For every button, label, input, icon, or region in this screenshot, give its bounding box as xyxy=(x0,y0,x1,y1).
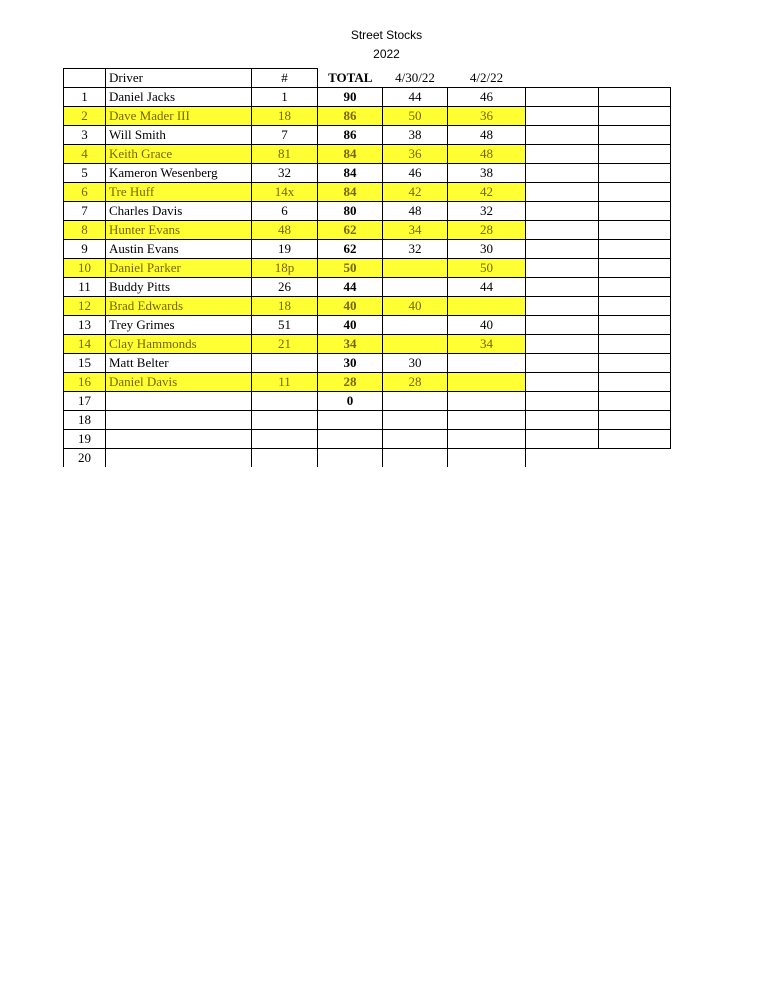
cell-number: 32 xyxy=(252,164,318,183)
cell-empty-2 xyxy=(599,430,671,449)
cell-total: 84 xyxy=(318,164,383,183)
cell-rank: 16 xyxy=(64,373,106,392)
cell-driver: Matt Belter xyxy=(106,354,252,373)
cell-rank: 2 xyxy=(64,107,106,126)
cell-race1: 30 xyxy=(383,354,448,373)
cell-race2: 48 xyxy=(448,126,526,145)
cell-rank: 20 xyxy=(64,449,106,468)
cell-race2: 44 xyxy=(448,278,526,297)
cell-total: 0 xyxy=(318,392,383,411)
cell-empty-1 xyxy=(526,335,599,354)
table-row xyxy=(64,430,671,449)
cell-race2 xyxy=(448,430,526,449)
cell-total: 86 xyxy=(318,107,383,126)
table-row xyxy=(64,107,671,126)
cell-total: 44 xyxy=(318,278,383,297)
cell-race2: 28 xyxy=(448,221,526,240)
table-row xyxy=(64,88,671,107)
cell-empty-2 xyxy=(599,240,671,259)
cell-empty-2 xyxy=(599,278,671,297)
table-row xyxy=(64,259,671,278)
cell-empty-2 xyxy=(599,411,671,430)
cell-number: 81 xyxy=(252,145,318,164)
cell-number xyxy=(252,411,318,430)
cell-rank: 5 xyxy=(64,164,106,183)
cell-number: 7 xyxy=(252,126,318,145)
cell-race1 xyxy=(383,392,448,411)
cell-number: 26 xyxy=(252,278,318,297)
cell-empty-2 xyxy=(599,354,671,373)
cell-empty-2 xyxy=(599,202,671,221)
cell-total: 30 xyxy=(318,354,383,373)
header-number: # xyxy=(252,69,318,88)
cell-empty-1 xyxy=(526,392,599,411)
cell-empty-1 xyxy=(526,430,599,449)
cell-driver: Keith Grace xyxy=(106,145,252,164)
cell-empty-1 xyxy=(526,202,599,221)
cell-empty-1 xyxy=(526,221,599,240)
cell-rank: 17 xyxy=(64,392,106,411)
cell-race2: 30 xyxy=(448,240,526,259)
table-row xyxy=(64,183,671,202)
cell-empty-2 xyxy=(599,88,671,107)
cell-rank: 7 xyxy=(64,202,106,221)
cell-number: 18 xyxy=(252,297,318,316)
cell-race2: 50 xyxy=(448,259,526,278)
cell-driver: Dave Mader III xyxy=(106,107,252,126)
cell-race1: 40 xyxy=(383,297,448,316)
cell-race2 xyxy=(448,392,526,411)
table-row xyxy=(64,278,671,297)
cell-race2 xyxy=(448,449,526,468)
cell-rank: 4 xyxy=(64,145,106,164)
cell-rank: 18 xyxy=(64,411,106,430)
cell-empty-1 xyxy=(526,316,599,335)
cell-driver: Kameron Wesenberg xyxy=(106,164,252,183)
cell-total: 90 xyxy=(318,88,383,107)
table-row xyxy=(64,335,671,354)
cell-empty-2 xyxy=(599,183,671,202)
cell-number: 48 xyxy=(252,221,318,240)
table-row xyxy=(64,354,671,373)
cell-empty-1 xyxy=(526,164,599,183)
cell-empty-1 xyxy=(526,354,599,373)
cell-rank: 14 xyxy=(64,335,106,354)
cell-empty-2 xyxy=(599,373,671,392)
cell-number xyxy=(252,449,318,468)
cell-number xyxy=(252,392,318,411)
cell-number: 11 xyxy=(252,373,318,392)
cell-rank: 8 xyxy=(64,221,106,240)
cell-rank: 13 xyxy=(64,316,106,335)
cell-race2: 40 xyxy=(448,316,526,335)
cell-total xyxy=(318,430,383,449)
cell-rank: 11 xyxy=(64,278,106,297)
cell-driver: Daniel Jacks xyxy=(106,88,252,107)
table-row xyxy=(64,449,671,468)
cell-total xyxy=(318,411,383,430)
table-row xyxy=(64,240,671,259)
cell-race1: 28 xyxy=(383,373,448,392)
cell-driver: Buddy Pitts xyxy=(106,278,252,297)
table-row xyxy=(64,126,671,145)
cell-race1 xyxy=(383,430,448,449)
cell-race1: 34 xyxy=(383,221,448,240)
cell-empty-1 xyxy=(526,278,599,297)
cell-race1: 38 xyxy=(383,126,448,145)
cell-total: 84 xyxy=(318,145,383,164)
cell-race1: 32 xyxy=(383,240,448,259)
cell-total: 50 xyxy=(318,259,383,278)
cell-total: 86 xyxy=(318,126,383,145)
cell-driver xyxy=(106,392,252,411)
cell-rank: 19 xyxy=(64,430,106,449)
cell-race1: 46 xyxy=(383,164,448,183)
cell-race2: 46 xyxy=(448,88,526,107)
cell-number: 51 xyxy=(252,316,318,335)
cell-number xyxy=(252,354,318,373)
table-row xyxy=(64,373,671,392)
table-row xyxy=(64,202,671,221)
cell-empty-2 xyxy=(599,449,671,468)
cell-race2: 42 xyxy=(448,183,526,202)
cell-number: 19 xyxy=(252,240,318,259)
cell-race1 xyxy=(383,278,448,297)
cell-number: 14x xyxy=(252,183,318,202)
header-total: TOTAL xyxy=(318,69,383,88)
season-year: 2022 xyxy=(373,47,400,61)
table-row xyxy=(64,145,671,164)
cell-rank: 3 xyxy=(64,126,106,145)
cell-race2: 48 xyxy=(448,145,526,164)
cell-driver xyxy=(106,449,252,468)
cell-empty-2 xyxy=(599,335,671,354)
header-empty-2 xyxy=(599,69,671,88)
cell-empty-2 xyxy=(599,316,671,335)
cell-number: 6 xyxy=(252,202,318,221)
cell-race1: 36 xyxy=(383,145,448,164)
cell-total: 80 xyxy=(318,202,383,221)
cell-number: 21 xyxy=(252,335,318,354)
header-race-1: 4/30/22 xyxy=(383,69,448,88)
cell-empty-1 xyxy=(526,411,599,430)
cell-total: 62 xyxy=(318,221,383,240)
header-driver: Driver xyxy=(106,69,252,88)
cell-driver: Brad Edwards xyxy=(106,297,252,316)
cell-empty-1 xyxy=(526,88,599,107)
cell-empty-1 xyxy=(526,240,599,259)
cell-rank: 15 xyxy=(64,354,106,373)
cell-total: 84 xyxy=(318,183,383,202)
cell-race1: 42 xyxy=(383,183,448,202)
cell-race1 xyxy=(383,259,448,278)
cell-total: 62 xyxy=(318,240,383,259)
cell-empty-2 xyxy=(599,297,671,316)
cell-empty-2 xyxy=(599,145,671,164)
cell-race1 xyxy=(383,316,448,335)
cell-empty-1 xyxy=(526,373,599,392)
cell-race2: 38 xyxy=(448,164,526,183)
cell-driver: Daniel Davis xyxy=(106,373,252,392)
cell-driver: Clay Hammonds xyxy=(106,335,252,354)
cell-rank: 6 xyxy=(64,183,106,202)
cell-race1: 50 xyxy=(383,107,448,126)
cell-total xyxy=(318,449,383,468)
cell-driver xyxy=(106,411,252,430)
header-empty-1 xyxy=(526,69,599,88)
table-row xyxy=(64,316,671,335)
cell-rank: 10 xyxy=(64,259,106,278)
cell-race2 xyxy=(448,354,526,373)
cell-empty-1 xyxy=(526,183,599,202)
cell-race2: 32 xyxy=(448,202,526,221)
cell-driver: Trey Grimes xyxy=(106,316,252,335)
cell-total: 28 xyxy=(318,373,383,392)
cell-driver: Daniel Parker xyxy=(106,259,252,278)
cell-number: 18 xyxy=(252,107,318,126)
cell-total: 34 xyxy=(318,335,383,354)
cell-rank: 12 xyxy=(64,297,106,316)
cell-race2: 34 xyxy=(448,335,526,354)
table-row xyxy=(64,221,671,240)
standings-table xyxy=(63,68,671,467)
cell-driver: Hunter Evans xyxy=(106,221,252,240)
cell-rank: 9 xyxy=(64,240,106,259)
cell-number xyxy=(252,430,318,449)
cell-driver xyxy=(106,430,252,449)
cell-driver: Will Smith xyxy=(106,126,252,145)
cell-race2 xyxy=(448,373,526,392)
header-row xyxy=(64,69,671,88)
cell-driver: Charles Davis xyxy=(106,202,252,221)
cell-empty-2 xyxy=(599,392,671,411)
cell-rank: 1 xyxy=(64,88,106,107)
table-row xyxy=(64,297,671,316)
cell-total: 40 xyxy=(318,316,383,335)
cell-empty-2 xyxy=(599,107,671,126)
cell-empty-2 xyxy=(599,164,671,183)
cell-race2 xyxy=(448,297,526,316)
header-rank xyxy=(64,69,106,88)
cell-race1: 44 xyxy=(383,88,448,107)
cell-number: 18p xyxy=(252,259,318,278)
cell-race1: 48 xyxy=(383,202,448,221)
page-title: Street Stocks xyxy=(350,28,423,42)
header-race-2: 4/2/22 xyxy=(448,69,526,88)
cell-empty-1 xyxy=(526,297,599,316)
cell-empty-1 xyxy=(526,259,599,278)
cell-race2 xyxy=(448,411,526,430)
cell-race1 xyxy=(383,335,448,354)
cell-race1 xyxy=(383,411,448,430)
table-row xyxy=(64,411,671,430)
cell-empty-1 xyxy=(526,145,599,164)
cell-race1 xyxy=(383,449,448,468)
cell-empty-1 xyxy=(526,126,599,145)
cell-number: 1 xyxy=(252,88,318,107)
cell-empty-1 xyxy=(526,107,599,126)
cell-total: 40 xyxy=(318,297,383,316)
cell-driver: Austin Evans xyxy=(106,240,252,259)
cell-race2: 36 xyxy=(448,107,526,126)
table-row xyxy=(64,392,671,411)
cell-driver: Tre Huff xyxy=(106,183,252,202)
cell-empty-2 xyxy=(599,221,671,240)
cell-empty-2 xyxy=(599,126,671,145)
cell-empty-1 xyxy=(526,449,599,468)
cell-empty-2 xyxy=(599,259,671,278)
table-row xyxy=(64,164,671,183)
